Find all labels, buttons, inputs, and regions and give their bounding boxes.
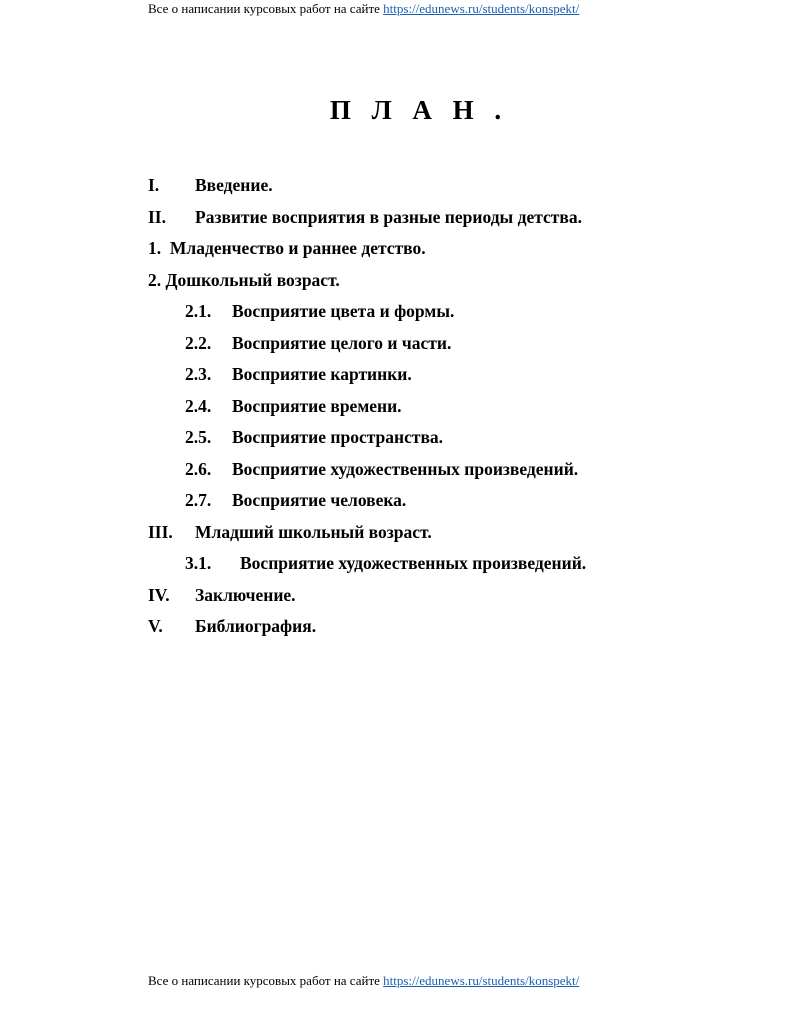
toc-item-text: Введение.: [195, 175, 273, 195]
toc-item-number: 2.6.: [185, 458, 212, 479]
toc-item-number: II.: [148, 206, 166, 227]
toc-item: [148, 456, 579, 488]
toc-item-text: Восприятие художественных произведений.: [232, 458, 579, 479]
toc-item: [148, 487, 426, 519]
header-link[interactable]: https://edunews.ru/students/konspekt/: [383, 1, 580, 16]
toc-item-number: 1.: [148, 238, 170, 258]
toc-item: [148, 550, 587, 582]
toc-item-text: Восприятие человека.: [232, 490, 407, 510]
toc-item-number: 2.3.: [185, 364, 212, 384]
toc-item: [148, 330, 452, 362]
toc-item-number: 2.2.: [185, 332, 212, 353]
page-title: П Л А Н .: [329, 95, 509, 125]
toc-item-number: III.: [148, 521, 173, 542]
toc-item: [148, 267, 426, 299]
toc-item-text: Младенчество и раннее детство.: [169, 238, 426, 258]
toc-item: [148, 613, 426, 645]
toc-item: [148, 424, 444, 456]
toc-item-text: Восприятие времени.: [232, 395, 402, 416]
toc-item: [148, 235, 426, 267]
toc-item: [148, 361, 426, 393]
toc-item: [148, 582, 426, 614]
footer-text: Все о написании курсовых работ на сайте: [148, 973, 384, 988]
toc-item: [148, 393, 426, 425]
toc-item-text: Заключение.: [195, 584, 296, 605]
toc-item-number: 3.1.: [185, 553, 212, 573]
toc-item-number: 2.4.: [185, 395, 212, 416]
page-footer: [148, 973, 579, 989]
toc-item-number: IV.: [148, 584, 170, 605]
toc-item-text: Восприятие картинки.: [232, 364, 412, 384]
toc-item-text: Восприятие художественных произведений.: [240, 553, 587, 573]
toc-item-number: 2.7.: [185, 490, 212, 510]
page-header: [148, 1, 579, 17]
toc-item-text: Библиография.: [195, 616, 317, 636]
toc-item-number: 2.1.: [185, 301, 212, 321]
toc-item-number: V.: [148, 616, 163, 636]
footer-link[interactable]: https://edunews.ru/students/konspekt/: [383, 973, 580, 988]
toc-item: [148, 204, 582, 236]
header-text: Все о написании курсовых работ на сайте: [148, 1, 384, 16]
toc-item-text: Восприятие пространства.: [232, 427, 444, 447]
toc-item-number: 2.: [148, 269, 166, 290]
table-of-contents: [148, 172, 587, 645]
toc-item-text: Дошкольный возраст.: [165, 269, 340, 290]
toc-item: [148, 298, 455, 330]
toc-item: [148, 519, 432, 551]
toc-item-text: Развитие восприятия в разные периоды детства.: [195, 206, 582, 227]
toc-item-number: 2.5.: [185, 427, 212, 447]
toc-item: [148, 172, 426, 204]
toc-item-text: Младший школьный возраст.: [195, 521, 432, 542]
toc-item-number: I.: [148, 175, 160, 195]
toc-item-text: Восприятие целого и части.: [232, 332, 452, 353]
toc-item-text: Восприятие цвета и формы.: [232, 301, 455, 321]
